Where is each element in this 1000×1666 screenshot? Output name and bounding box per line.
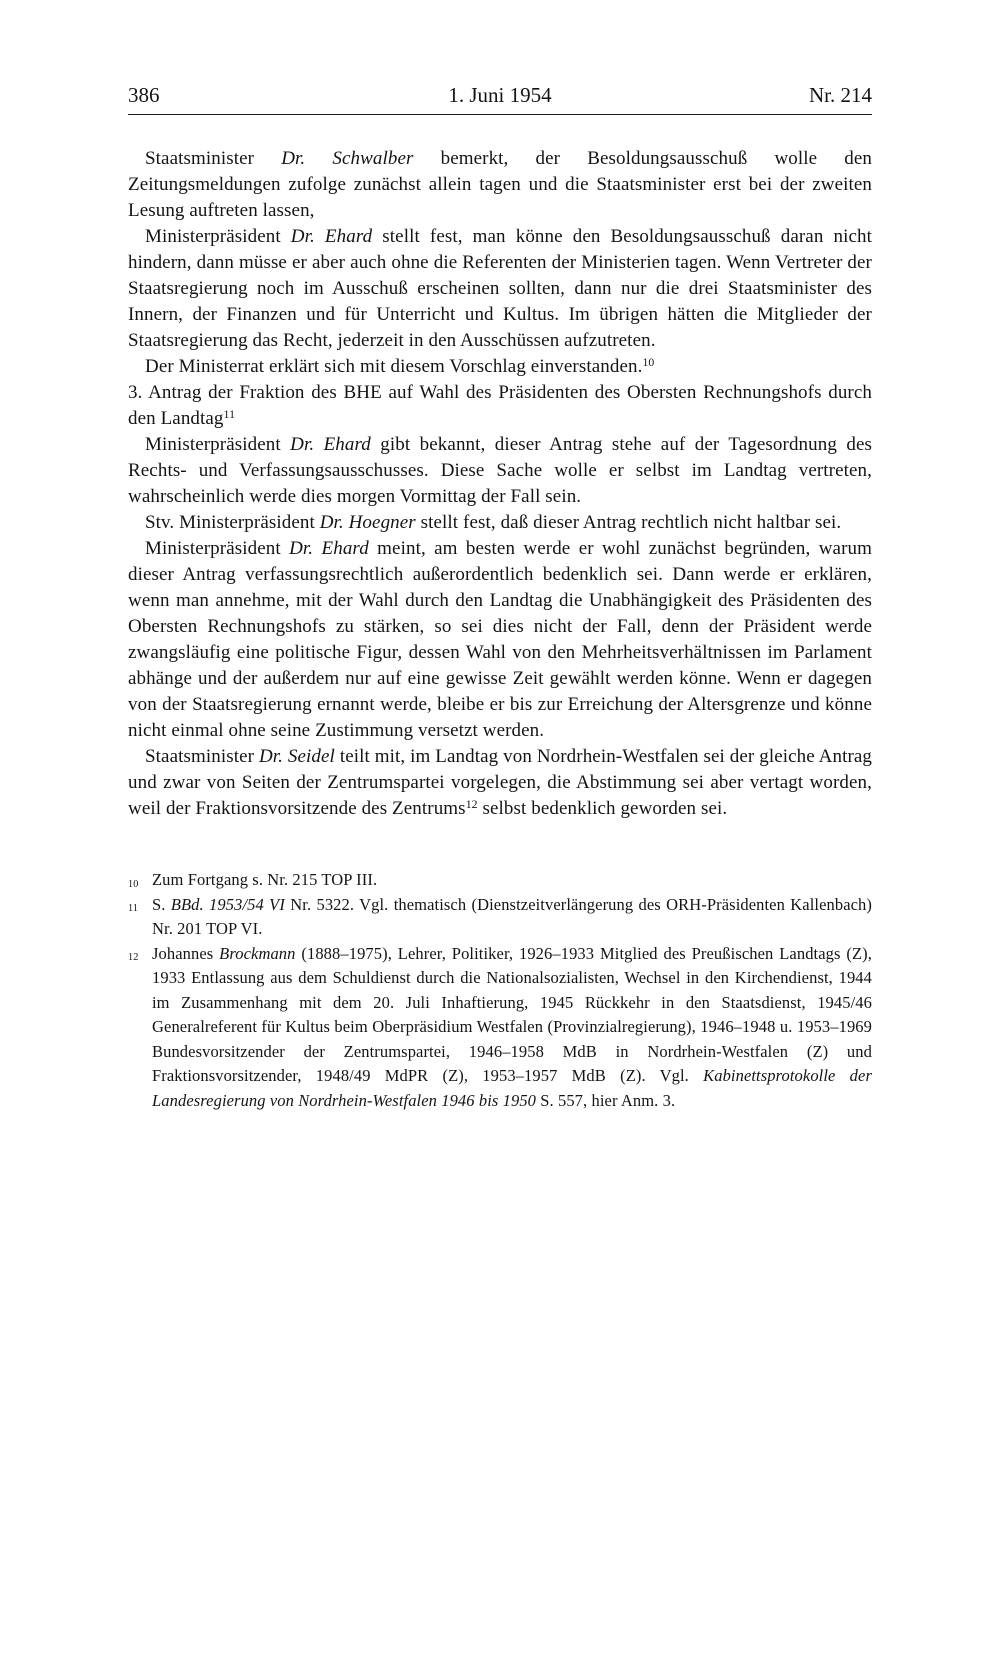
text-segment: stellt fest, daß dieser Antrag rechtlich nicht haltbar sei.: [415, 512, 842, 534]
page-number: 386: [128, 83, 160, 107]
body-text: [128, 146, 872, 822]
text-segment: Kabinettsprotokolle der Landesregierung von Nordrhein-Westfalen 1946 bis 1950: [152, 1066, 872, 1110]
text-segment: stellt fest, man könne den Besoldungsausschuß daran nicht hindern, dann müsse er aber auch ohne die Referenten der Ministerien tagen. Wenn Vertreter der Staatsregierung noch im Ausschuß erscheinen sollten, dann nur die drei Staatsminister des Innern, der Finanzen und für Unterricht und Kultus. Im übrigen hätten die Mitglieder der Staatsregierung das Recht, jederzeit in den Ausschüssen aufzutreten.: [128, 226, 872, 352]
footnote-ref: 10: [642, 355, 655, 369]
text-segment: 3. Antrag der Fraktion des BHE auf Wahl des Präsidenten des Obersten Rechnungshofs durch den Landtag: [128, 382, 872, 430]
text-segment: Johannes: [152, 943, 220, 963]
footnote-ref: 11: [223, 407, 236, 421]
text-segment: Zum Fortgang s. Nr. 215 TOP III.: [152, 870, 378, 890]
footnote-number: 10: [128, 878, 139, 890]
footnote-ref: 12: [465, 797, 478, 811]
text-segment: Staatsminister: [145, 746, 259, 768]
paragraph-ministerrat: [128, 354, 872, 380]
text-segment: Staatsminister: [145, 148, 282, 170]
text-segment: Stv. Ministerpräsident: [145, 512, 320, 534]
text-segment: Dr. Schwalber: [281, 148, 414, 170]
text-segment: Dr. Hoegner: [319, 512, 416, 534]
text-segment: Ministerpräsident: [145, 226, 291, 248]
agenda-item-3: [128, 380, 872, 432]
paragraph-ehard-3: [128, 536, 872, 744]
footnote-number: 12: [128, 952, 139, 964]
footnote: [128, 893, 872, 942]
text-segment: bemerkt, der Besoldungsausschuß wolle den Zeitungsmeldungen zufolge zunächst allein tagen und die Staatsminister erst bei der zweiten Lesung auftreten lassen,: [128, 148, 873, 222]
text-segment: gibt bekannt, dieser Antrag stehe auf der Tagesordnung des Rechts- und Verfassungsausschusses. Diese Sache wolle er selbst im Landtag vertreten, wahrscheinlich werde dies morgen Vormittag der Fall sein.: [128, 434, 872, 508]
text-segment: Dr. Ehard: [290, 226, 373, 248]
text-segment: Nr. 5322. Vgl. thematisch (Dienstzeitverlängerung des ORH-Präsidenten Kallenbach) Nr. 201 TOP VI.: [152, 894, 872, 939]
page-header: [128, 84, 872, 115]
text-segment: Dr. Ehard: [289, 538, 369, 560]
paragraph-ehard-1: [128, 224, 872, 354]
paragraph-hoegner: [128, 510, 872, 536]
text-segment: Ministerpräsident: [145, 538, 290, 560]
text-segment: Dr. Ehard: [290, 434, 371, 456]
text-segment: Brockmann: [219, 943, 296, 963]
text-segment: Ministerpräsident: [145, 434, 291, 456]
paragraph-seidel: [128, 744, 872, 822]
text-segment: S. 557, hier Anm. 3.: [536, 1090, 676, 1110]
header-date: 1. Juni 1954: [448, 83, 552, 107]
footnotes: [128, 868, 872, 1113]
text-segment: selbst bedenklich geworden sei.: [477, 798, 728, 820]
paragraph-schwalber: [128, 146, 872, 224]
footnote: [128, 942, 872, 1114]
footnote-number: 11: [128, 903, 139, 915]
header-doc-number: Nr. 214: [809, 83, 872, 107]
footnote: [128, 868, 872, 893]
text-segment: teilt mit, im Landtag von Nordrhein-Westfalen sei der gleiche Antrag und zwar von Seiten der Zentrumspartei vorgelegen, die Abstimmung sei aber vertagt worden, weil der Fraktionsvorsitzende des Zentrums: [128, 746, 873, 820]
text-segment: meint, am besten werde er wohl zunächst begründen, warum dieser Antrag verfassungsrechtlich außerordentlich bedenklich sei. Dann werde er erklären, wenn man annehme, mit der Wahl durch den Landtag die Unabhängigkeit des Präsidenten des Obersten Rechnungshofs zu stärken, so sei dies nicht der Fall, denn der Präsident werde zwangsläufig eine politische Figur, dessen Wahl von den Mehrheitsverhältnissen im Parlament abhänge und der außerdem nur auf eine gewisse Zeit gewählt werden könne. Wenn er dagegen von der Staatsregierung ernannt werde, bleibe er bis zur Erreichung der Altersgrenze und könne nicht einmal ohne seine Zustimmung versetzt werden.: [128, 538, 872, 742]
text-segment: (1888–1975), Lehrer, Politiker, 1926–1933 Mitglied des Preußischen Landtags (Z), 1933 Entlassung aus dem Schuldienst durch die Nationalsozialisten, Wechsel in den Kirchendienst, 1944 im Zusammenhang mit dem 20. Juli Inhaftierung, 1945 Rückkehr in den Staatsdienst, 1945/46 Generalreferent für Kultus beim Oberpräsidium Westfalen (Provinzialregierung), 1946–1948 u. 1953–1969 Bundesvorsitzender der Zentrumspartei, 1946–1958 MdB in Nordrhein-Westfalen (Z) und Fraktionsvorsitzender, 1948/49 MdPR (Z), 1953–1957 MdB (Z). Vgl.: [152, 943, 872, 1086]
text-segment: Dr. Seidel: [258, 746, 335, 768]
text-segment: S.: [152, 894, 171, 914]
paragraph-ehard-2: [128, 432, 872, 510]
text-segment: Der Ministerrat erklärt sich mit diesem Vorschlag einverstanden.: [145, 356, 643, 378]
text-segment: BBd. 1953/54 VI: [170, 894, 285, 914]
